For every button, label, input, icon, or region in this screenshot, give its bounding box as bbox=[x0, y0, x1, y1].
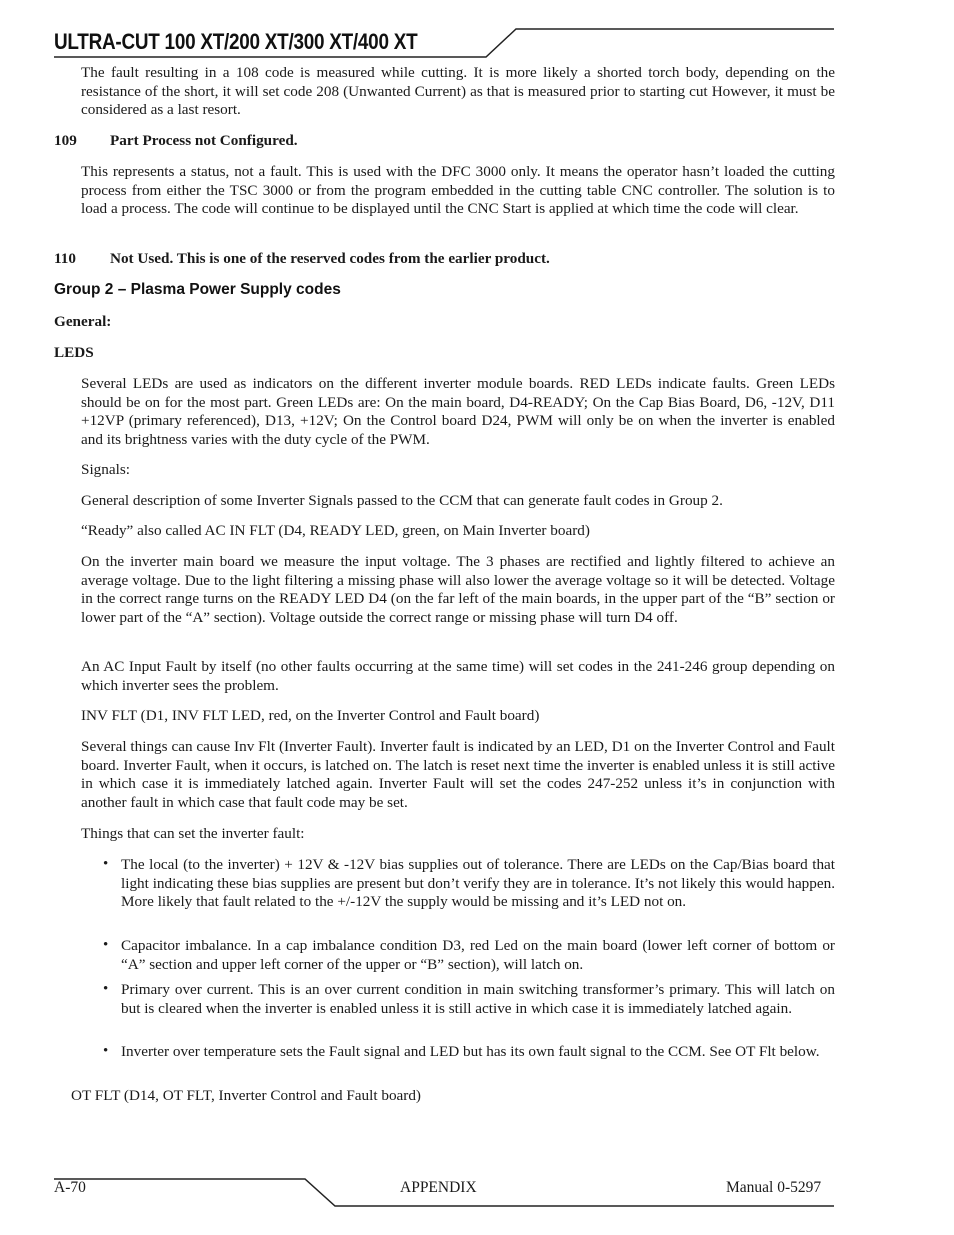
section-name: APPENDIX bbox=[400, 1179, 477, 1196]
page-number: A-70 bbox=[54, 1179, 86, 1196]
section-heading: Group 2 – Plasma Power Supply codes bbox=[54, 281, 341, 298]
leds-label: LEDS bbox=[54, 344, 94, 361]
code-number: 109 bbox=[54, 132, 77, 149]
signals-label: Signals: bbox=[81, 461, 130, 478]
paragraph-things-list-intro: Things that can set the inverter fault: bbox=[81, 825, 305, 842]
document-title: ULTRA-CUT 100 XT/200 XT/300 XT/400 XT bbox=[54, 29, 418, 54]
paragraph-general-description: General description of some Inverter Signals passed to the CCM that can generate fault codes in Group 2. bbox=[81, 492, 723, 509]
bullet-marker: • bbox=[103, 937, 109, 953]
paragraph-ot-flt: OT FLT (D14, OT FLT, Inverter Control and Fault board) bbox=[71, 1087, 421, 1104]
paragraph-leds: Several LEDs are used as indicators on the different inverter module boards. RED LEDs indicate faults. Green LEDs should be on for the most part. Green LEDs are: On the main board, D4-READY; On the Cap Bias Board, D6, -12V, D11 +12VP (primary referenced), D13, +12V; On the Control board D24, PWM will only be on when the inverter is enabled and its brightness varies with the duty cycle of the PWM. bbox=[81, 375, 835, 448]
code-110-heading bbox=[54, 250, 550, 269]
bullet-marker: • bbox=[103, 981, 109, 997]
code-title: Part Process not Configured. bbox=[110, 132, 298, 149]
general-label: General: bbox=[54, 313, 112, 330]
code-title: Not Used. This is one of the reserved codes from the earlier product. bbox=[110, 250, 550, 267]
paragraph-inverter-fault-causes: Several things can cause Inv Flt (Inverter Fault). Inverter fault is indicated by an LED, D1 on the Inverter Control and Fault board. Inverter Fault, when it occurs, is latched on. The latch is reset next time the inverter is enabled unless it is still active in which case it is immediately latched again. Inverter Fault will set the codes 247-252 unless it’s in conjunction with another fault in which case that fault code may be set. bbox=[81, 738, 835, 811]
code-number: 110 bbox=[54, 250, 76, 267]
bullet-marker: • bbox=[103, 1043, 109, 1059]
paragraph-ac-input-fault: An AC Input Fault by itself (no other faults occurring at the same time) will set codes in the 241-246 group depending on which inverter sees the problem. bbox=[81, 658, 835, 694]
manual-number: Manual 0-5297 bbox=[726, 1179, 822, 1196]
header-rule bbox=[0, 0, 954, 70]
code-109-heading bbox=[54, 132, 298, 151]
paragraph-ready-signal: “Ready” also called AC IN FLT (D4, READY LED, green, on Main Inverter board) bbox=[81, 522, 590, 539]
paragraph-code-109: This represents a status, not a fault. This is used with the DFC 3000 only. It means the operator hasn’t loaded the cutting process from either the TSC 3000 or from the program embedded in the cutting table CNC controller. The solution is to load a process. The code will continue to be displayed until the CNC Start is applied at which time the code will clear. bbox=[81, 163, 835, 218]
list-item: Capacitor imbalance. In a cap imbalance condition D3, red Led on the main board (lower left corner of bottom or “A” section and upper left corner of the upper or “B” section), will latch on. bbox=[121, 937, 835, 973]
paragraph-code-108: The fault resulting in a 108 code is measured while cutting. It is more likely a shorted torch body, depending on the resistance of the short, it will set code 208 (Unwanted Current) as that is measured prior to starting cut However, it must be considered as a last resort. bbox=[81, 64, 835, 119]
list-item: Inverter over temperature sets the Fault signal and LED but has its own fault signal to the CCM. See OT Flt below. bbox=[121, 1043, 820, 1060]
list-item: The local (to the inverter) + 12V & -12V bias supplies out of tolerance. There are LEDs on the Cap/Bias board that light indicating these bias supplies are present but don’t verify they are in tolerance. It’s not likely this would happen. More likely that fault related to the +/-12V the supply would be missing and it’s LED not on. bbox=[121, 856, 835, 911]
paragraph-inverter-main-board: On the inverter main board we measure the input voltage. The 3 phases are rectified and lightly filtered to achieve an average voltage. Due to the light filtering a missing phase will also lower the average voltage so it will be detected. Voltage in the correct range turns on the READY LED D4 (on the far left of the main boards, in the upper part of the “B” section or lower part of the “A” section). Voltage outside the correct range or missing phase will turn D4 off. bbox=[81, 553, 835, 626]
bullet-marker: • bbox=[103, 856, 109, 872]
list-item: Primary over current. This is an over current condition in main switching transformer’s primary. This will latch on but is cleared when the inverter is enabled unless it is still active in which case it is immediately latched again. bbox=[121, 981, 835, 1017]
paragraph-inv-flt: INV FLT (D1, INV FLT LED, red, on the Inverter Control and Fault board) bbox=[81, 707, 540, 724]
